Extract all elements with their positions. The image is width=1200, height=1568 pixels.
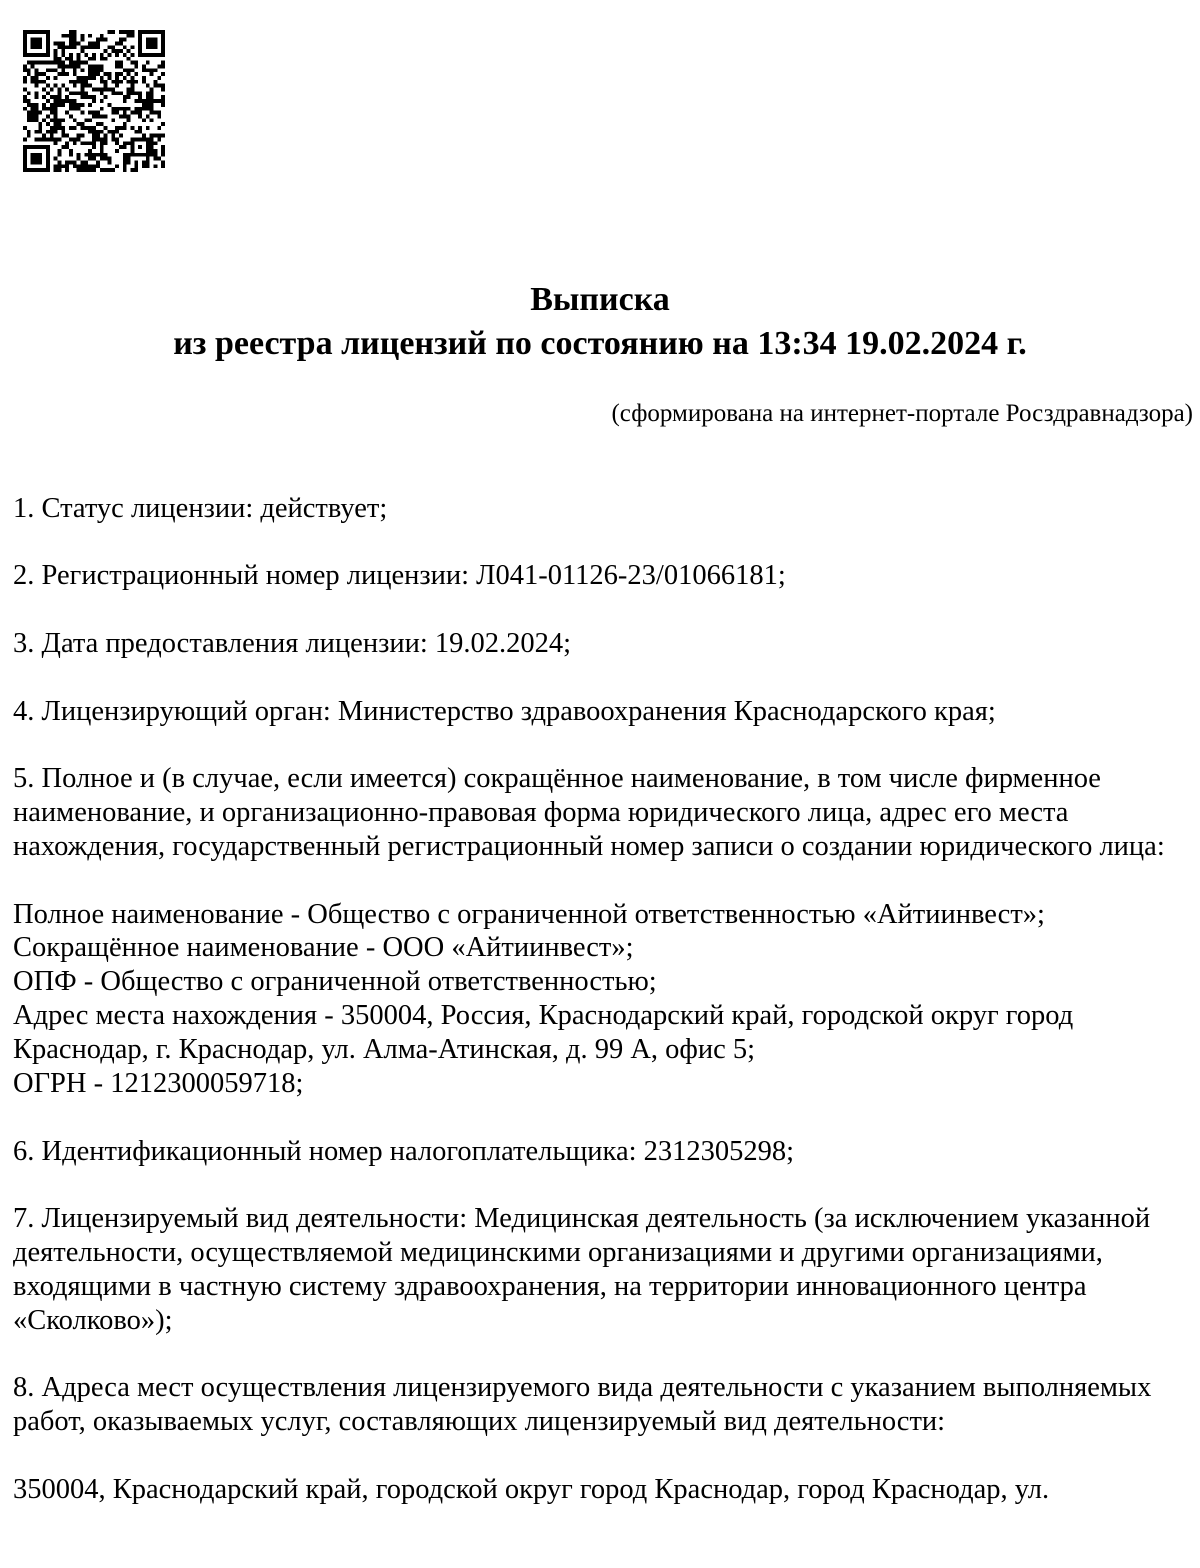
document-blank-line <box>13 1439 1200 1473</box>
document-line: 2. Регистрационный номер лицензии: Л041-01126-23/01066181; <box>13 560 786 592</box>
document-line: 4. Лицензирующий орган: Министерство здравоохранения Краснодарского края; <box>13 695 996 727</box>
document-line: ОПФ - Общество с ограниченной ответственностью; <box>13 966 657 998</box>
document-line: 350004, Краснодарский край, городской округ город Краснодар, город Краснодар, ул. <box>13 1473 1050 1505</box>
document-line: нахождения, государственный регистрационный номер записи о создании юридического лица: <box>13 830 1165 862</box>
subtitle: (сформирована на интернет-портале Росздравнадзора) <box>611 400 1193 427</box>
document-line: 1. Статус лицензии: действует; <box>13 492 388 524</box>
document-blank-line <box>13 593 1200 627</box>
document-blank-line <box>13 728 1200 762</box>
document-title <box>0 278 1200 365</box>
document-line: Адрес места нахождения - 350004, Россия, Краснодарский край, городской округ город <box>13 1000 1074 1032</box>
document-blank-line <box>13 525 1200 559</box>
qr-code <box>23 30 165 172</box>
document-line: Полное наименование - Общество с ограниченной ответственностью «Айтиинвест»; <box>13 898 1045 930</box>
document-line: Краснодар, г. Краснодар, ул. Алма-Атинская, д. 99 А, офис 5; <box>13 1034 756 1065</box>
document-line: 7. Лицензируемый вид деятельности: Медицинская деятельность (за исключением указанной <box>13 1203 1151 1235</box>
document-blank-line <box>13 1168 1200 1202</box>
title-line-2: из реестра лицензий по состоянию на 13:34 19.02.2024 г. <box>173 324 1027 362</box>
document-line: Сокращённое наименование - ООО «Айтиинвест»; <box>13 932 634 964</box>
title-line-1: Выписка <box>530 281 670 318</box>
document-blank-line <box>13 1101 1200 1135</box>
document-blank-line <box>13 661 1200 695</box>
document-line: 6. Идентификационный номер налогоплательщика: 2312305298; <box>13 1135 795 1167</box>
document-blank-line <box>13 864 1200 898</box>
document-line: работ, оказываемых услуг, составляющих лицензируемый вид деятельности: <box>13 1406 946 1438</box>
document-line: 5. Полное и (в случае, если имеется) сокращённое наименование, в том числе фирменное <box>13 763 1101 795</box>
document-line: ОГРН - 1212300059718; <box>13 1067 304 1099</box>
document-line: деятельности, осуществляемой медицинскими организациями и другими организациями, <box>13 1237 1103 1269</box>
document-blank-line <box>13 1338 1200 1372</box>
document-line: входящими в частную систему здравоохранения, на территории инновационного центра <box>13 1270 1087 1302</box>
document-body <box>13 492 1200 1507</box>
document-line: 8. Адреса мест осуществления лицензируемого вида деятельности с указанием выполняемых <box>13 1372 1152 1404</box>
document-line: наименование, и организационно-правовая форма юридического лица, адрес его места <box>13 797 1069 829</box>
document-line: «Сколково»); <box>13 1304 173 1336</box>
document-line: 3. Дата предоставления лицензии: 19.02.2024; <box>13 627 572 659</box>
